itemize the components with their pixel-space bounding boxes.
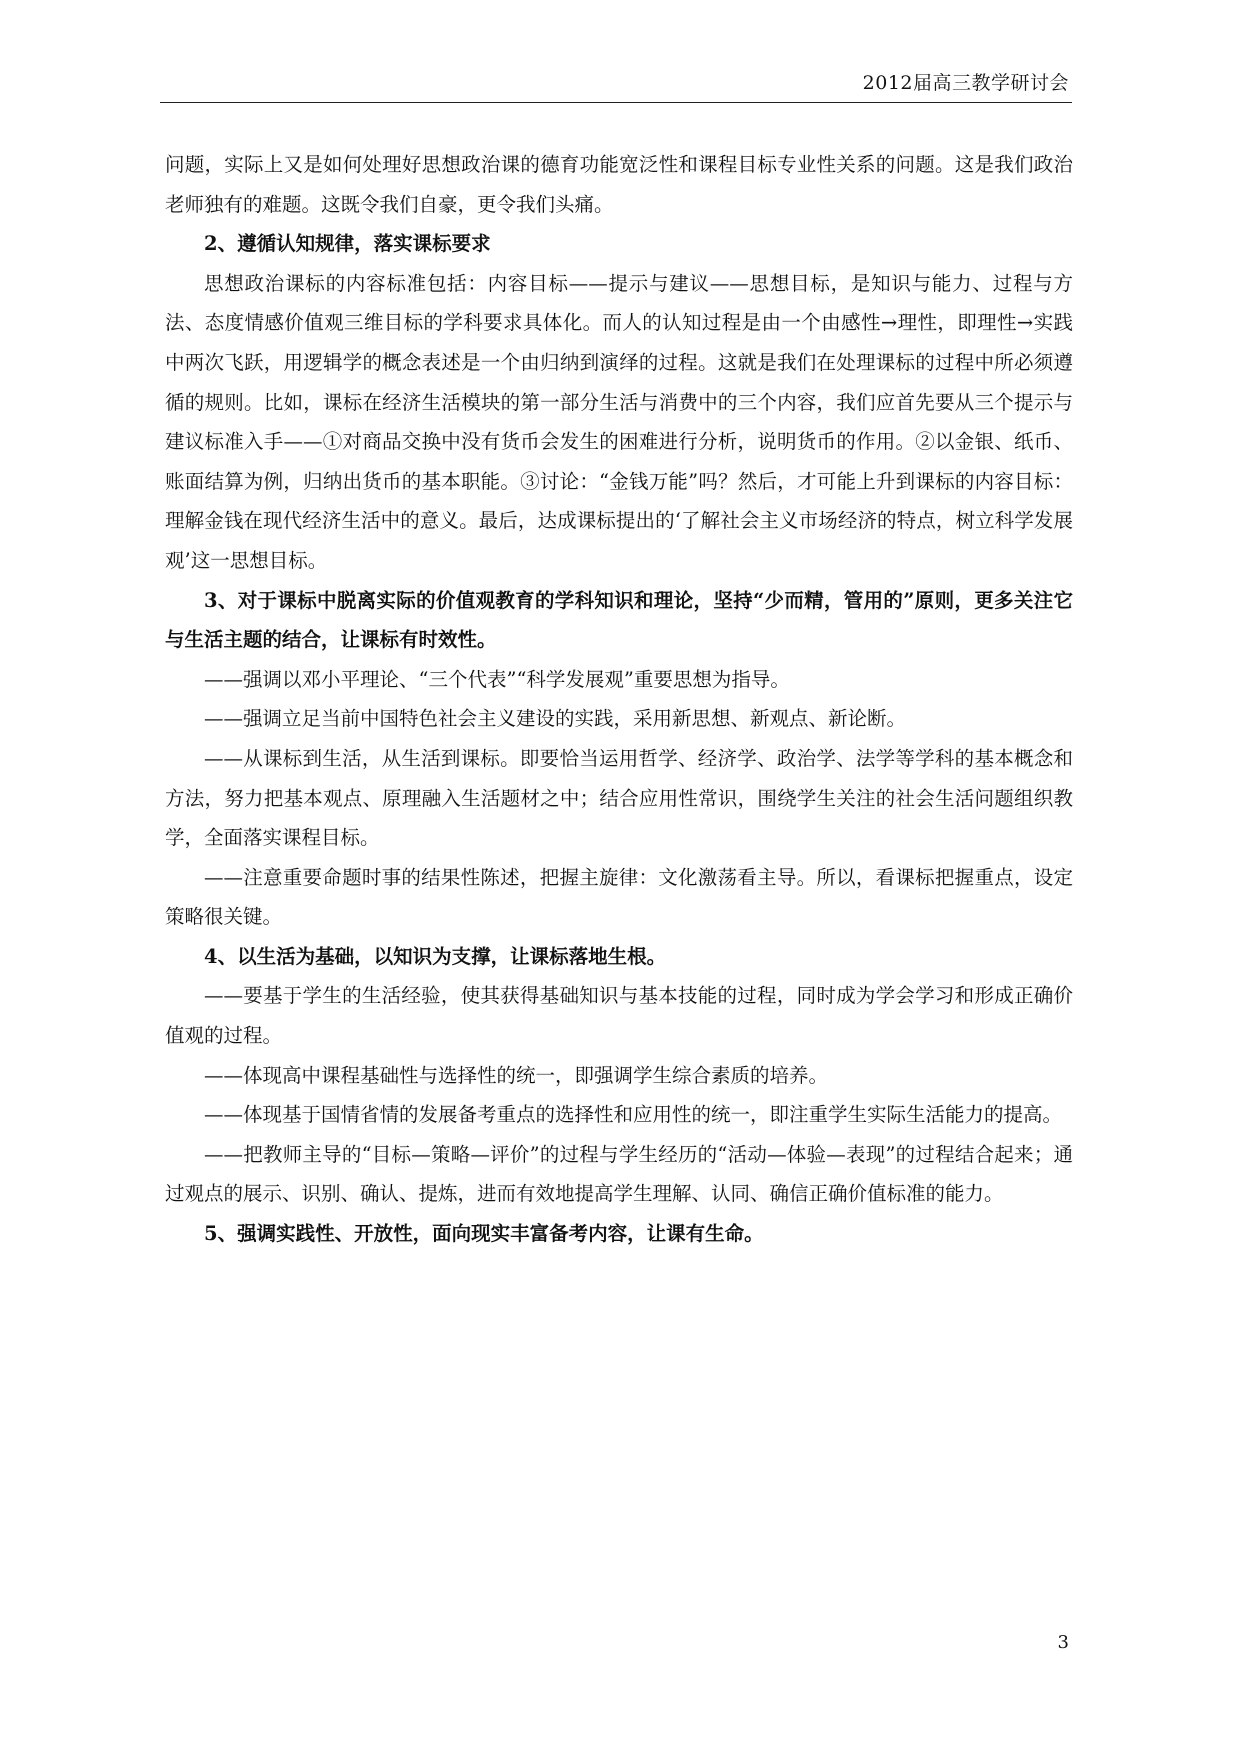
paragraph: 思想政治课标的内容标准包括：内容目标——提示与建议——思想目标，是知识与能力、过程与方法、态度情感价值观三维目标的学科要求具体化。而人的认知过程是由一个由感性→理性，即理性→实践中两次飞跃，用逻辑学的概念表述是一个由归纳到演绎的过程。这就是我们在处理课标的过程中所必须遵循的规则。比如，课标在经济生活模块的第一部分生活与消费中的三个内容，我们应首先要从三个提示与建议标准入手——①对商品交换中没有货币会发生的困难进行分析，说明货币的作用。②以金银、纸币、账面结算为例，归纳出货币的基本职能。③讨论：“金钱万能”吗？然后，才可能上升到课标的内容目标：理解金钱在现代经济生活中的意义。最后，达成课标提出的‘了解社会主义市场经济的特点，树立科学发展观’这一思想目标。 <box>165 271 1073 572</box>
section-heading-3: 3、对于课标中脱离实际的价值观教育的学科知识和理论，坚持“少而精，管用的”原则，更多关注它与生活主题的结合，让课标有时效性。 <box>165 588 1073 652</box>
bullet-paragraph: ——体现高中课程基础性与选择性的统一，即强调学生综合素质的培养。 <box>204 1063 829 1087</box>
header-divider <box>160 102 1072 103</box>
bullet-paragraph: ——要基于学生的生活经验，使其获得基础知识与基本技能的过程，同时成为学会学习和形成正确价值观的过程。 <box>165 984 1073 1048</box>
bullet-paragraph: ——强调以邓小平理论、“三个代表”“科学发展观”重要思想为指导。 <box>204 667 790 691</box>
bullet-paragraph: ——从课标到生活，从生活到课标。即要恰当运用哲学、经济学、政治学、法学等学科的基本概念和方法，努力把基本观点、原理融入生活题材之中；结合应用性常识，围绕学生关注的社会生活问题组织教学，全面落实课程目标。 <box>165 746 1073 850</box>
section-heading-4: 4、以生活为基础，以知识为支撑，让课标落地生根。 <box>204 944 667 968</box>
page-number: 3 <box>1057 1632 1069 1653</box>
section-heading-2: 2、遵循认知规律，落实课标要求 <box>204 232 491 256</box>
page-header-title: 2012届高三教学研讨会 <box>862 72 1069 94</box>
bullet-paragraph: ——体现基于国情省情的发展备考重点的选择性和应用性的统一，即注重学生实际生活能力的提高。 <box>204 1103 1063 1127</box>
bullet-paragraph: ——强调立足当前中国特色社会主义建设的实践，采用新思想、新观点、新论断。 <box>204 707 907 731</box>
document-body <box>165 145 1073 1254</box>
bullet-paragraph: ——注意重要命题时事的结果性陈述，把握主旋律：文化激荡看主导。所以，看课标把握重点，设定策略很关键。 <box>165 865 1073 929</box>
bullet-paragraph: ——把教师主导的“目标—策略—评价”的过程与学生经历的“活动—体验—表现”的过程结合起来；通过观点的展示、识别、确认、提炼，进而有效地提高学生理解、认同、确信正确价值标准的能力。 <box>165 1142 1073 1206</box>
paragraph-continuation: 问题，实际上又是如何处理好思想政治课的德育功能宽泛性和课程目标专业性关系的问题。这是我们政治老师独有的难题。这既令我们自豪，更令我们头痛。 <box>165 153 1073 216</box>
section-heading-5: 5、强调实践性、开放性，面向现实丰富备考内容，让课有生命。 <box>204 1222 764 1246</box>
